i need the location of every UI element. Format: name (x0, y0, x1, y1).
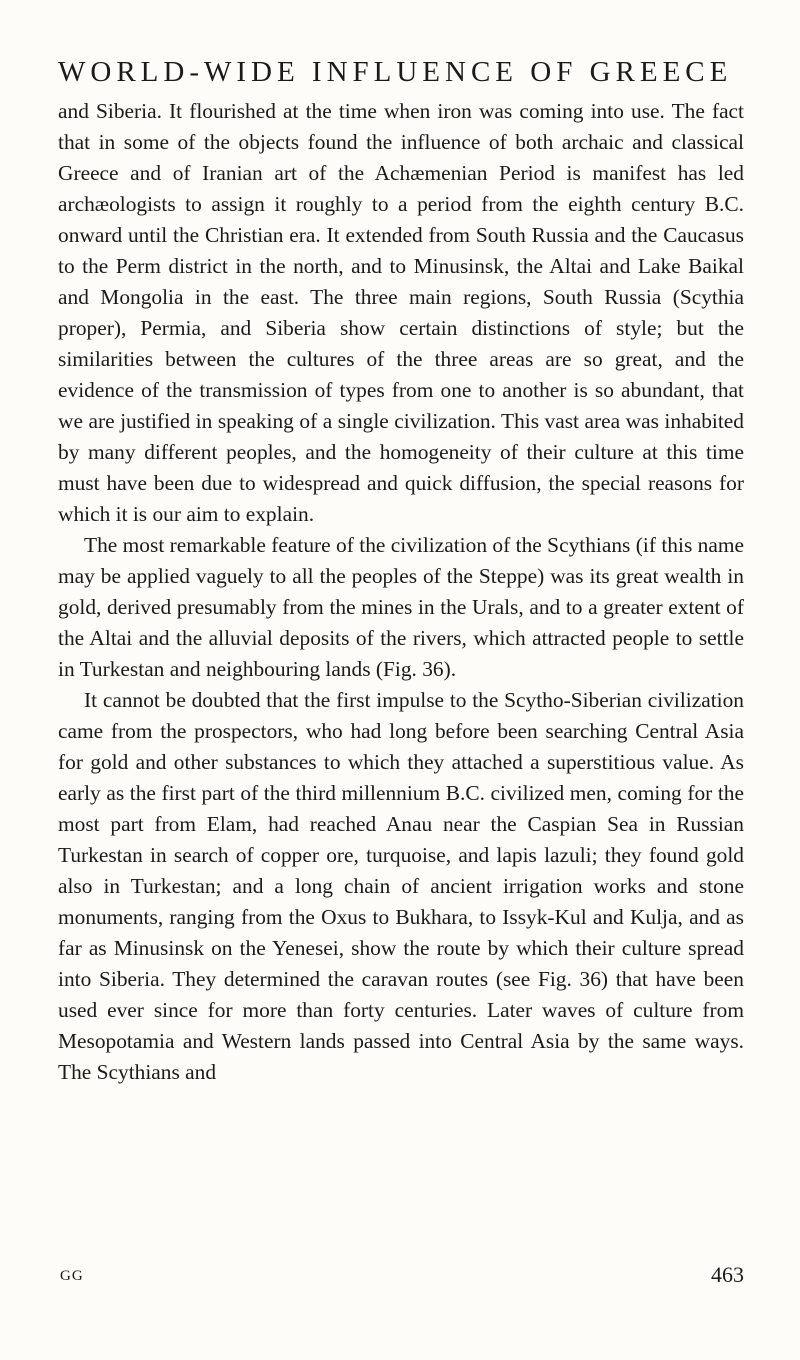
running-head: WORLD-WIDE INFLUENCE OF GREECE (58, 56, 733, 88)
paragraph-continuation: and Siberia. It flourished at the time when iron was coming into use. The fact that in some of the objects found the influence of both archaic and classical Greece and of Iranian art of the Achæmenian Period is manifest has led archæologists to assign it roughly to a period from the eighth century B.C. onward until the Christian era. It extended from South Russia and the Caucasus to the Perm district in the north, and to Minusinsk, the Altai and Lake Baikal and Mongolia in the east. The three main regions, South Russia (Scythia proper), Permia, and Siberia show certain distinctions of style; but the similarities between the cultures of the three areas are so great, and the evidence of the transmission of types from one to another is so abundant, that we are justified in speaking of a single civilization. This vast area was inhabited by many different peoples, and the homogeneity of their culture at this time must have been due to widespread and quick diffusion, the special reasons for which it is our aim to explain. (58, 99, 744, 526)
paragraph-gold-wealth: The most remarkable feature of the civilization of the Scythians (if this name may be applied vaguely to all the peoples of the Steppe) was its great wealth in gold, derived presumably from the mines in the Urals, and to a greater extent of the Altai and the alluvial deposits of the rivers, which attracted people to settle in Turkestan and neighbouring lands (Fig. 36). (58, 533, 744, 681)
page-footer (58, 1262, 748, 1292)
book-page (58, 0, 748, 1360)
paragraph-prospectors: It cannot be doubted that the first impulse to the Scytho-Siberian civilization came from the prospectors, who had long before been searching Central Asia for gold and other substances to which they attached a superstitious value. As early as the first part of the third millennium B.C. civilized men, coming for the most part from Elam, had reached Anau near the Caspian Sea in Russian Turkestan in search of copper ore, turquoise, and lapis lazuli; they found gold also in Turkestan; and a long chain of ancient irrigation works and stone monuments, ranging from the Oxus to Bukhara, to Issyk-Kul and Kulja, and as far as Minusinsk on the Yenesei, show the route by which their culture spread into Siberia. They determined the caravan routes (see Fig. 36) that have been used ever since for more than forty centuries. Later waves of culture from Mesopotamia and Western lands passed into Central Asia by the same ways. The Scythians and (58, 688, 744, 1084)
page-number: 463 (711, 1262, 744, 1287)
body-text (58, 96, 744, 1088)
signature-mark: GG (60, 1268, 84, 1284)
